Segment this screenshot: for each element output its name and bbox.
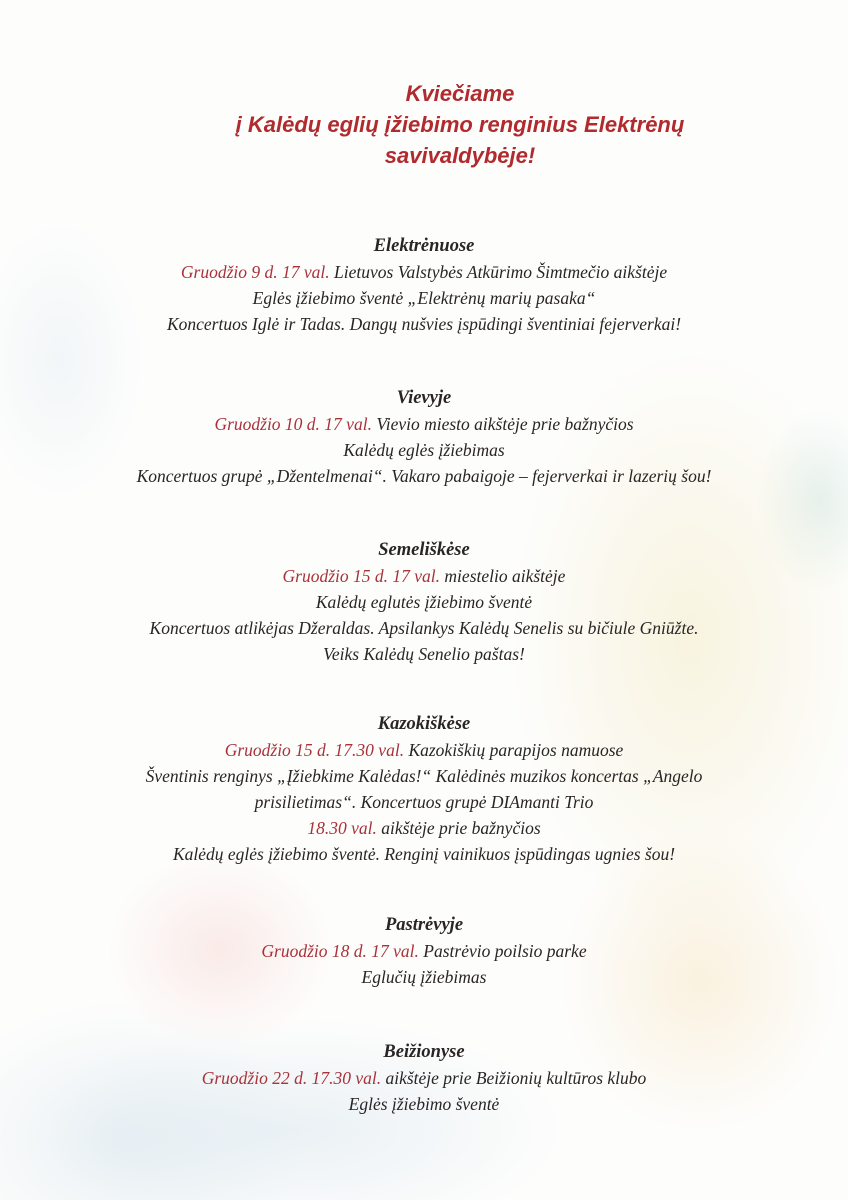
title-line-1: Kviečiame	[405, 81, 515, 106]
event-time: Gruodžio 22 d. 17.30 val.	[201, 1068, 382, 1088]
event-location: miestelio aikštėje	[444, 566, 566, 586]
event-time-location	[40, 1065, 808, 1091]
title-line-3: savivaldybėje!	[384, 143, 536, 168]
event-kazokiskes	[40, 711, 808, 867]
event-location: Pastrėvio poilsio parke	[423, 941, 587, 961]
event-detail: prisilietimas“. Koncertuos grupė DIAmanti Trio	[254, 792, 594, 812]
event-place: Pastrėvyje	[384, 915, 464, 935]
page-title	[100, 78, 820, 171]
event-location: Kazokiškių parapijos namuose	[408, 740, 624, 760]
event-place: Beižionyse	[383, 1042, 465, 1062]
event-time: Gruodžio 15 d. 17 val.	[282, 566, 441, 586]
event-location: Vievio miesto aikštėje prie bažnyčios	[376, 414, 634, 434]
event-time-location	[40, 563, 808, 589]
event-detail: Veiks Kalėdų Senelio paštas!	[323, 644, 525, 664]
event-time-location	[40, 411, 808, 437]
event-vievis	[40, 385, 808, 489]
event-place: Vievyje	[396, 388, 452, 408]
event-time-location	[40, 737, 808, 763]
event-time-location	[40, 938, 808, 964]
event-location: aikštėje prie Beižionių kultūros klubo	[385, 1068, 647, 1088]
event-place: Kazokiškėse	[377, 714, 471, 734]
event-detail: Kalėdų eglės įžiebimas	[343, 440, 505, 460]
event-detail: Šventinis renginys „Įžiebkime Kalėdas!“ Kalėdinės muzikos koncertas „Angelo	[145, 766, 703, 786]
event-time-location	[40, 815, 808, 841]
event-time: Gruodžio 15 d. 17.30 val.	[224, 740, 405, 760]
event-pastrevys	[40, 912, 808, 990]
event-time: Gruodžio 10 d. 17 val.	[214, 414, 372, 434]
title-line-2: į Kalėdų eglių įžiebimo renginius Elektrėnų	[235, 112, 685, 137]
event-time: Gruodžio 18 d. 17 val.	[261, 941, 419, 961]
event-detail: Koncertuos grupė „Džentelmenai“. Vakaro pabaigoje – fejerverkai ir lazerių šou!	[136, 466, 712, 486]
event-time: Gruodžio 9 d. 17 val.	[180, 262, 330, 282]
event-detail: Koncertuos atlikėjas Džeraldas. Apsilankys Kalėdų Senelis su bičiule Gniūžte.	[149, 618, 699, 638]
event-elektrenai	[40, 233, 808, 337]
event-detail: Eglės įžiebimo šventė „Elektrėnų marių pasaka“	[252, 288, 596, 308]
event-detail: Kalėdų eglės įžiebimo šventė. Renginį vainikuos įspūdingas ugnies šou!	[172, 844, 676, 864]
event-detail: Eglučių įžiebimas	[361, 967, 487, 987]
event-detail: Eglės įžiebimo šventė	[348, 1094, 500, 1114]
event-time-location	[40, 259, 808, 285]
event-location: aikštėje prie bažnyčios	[381, 818, 541, 838]
event-location: Lietuvos Valstybės Atkūrimo Šimtmečio aikštėje	[334, 262, 668, 282]
event-detail: Koncertuos Iglė ir Tadas. Dangų nušvies įspūdingi šventiniai fejerverkai!	[166, 314, 682, 334]
event-beizionys	[40, 1039, 808, 1117]
event-place: Elektrėnuose	[373, 236, 475, 256]
event-time: 18.30 val.	[307, 818, 377, 838]
event-semeliskes	[40, 537, 808, 667]
event-place: Semeliškėse	[378, 540, 470, 560]
event-detail: Kalėdų eglutės įžiebimo šventė	[315, 592, 533, 612]
